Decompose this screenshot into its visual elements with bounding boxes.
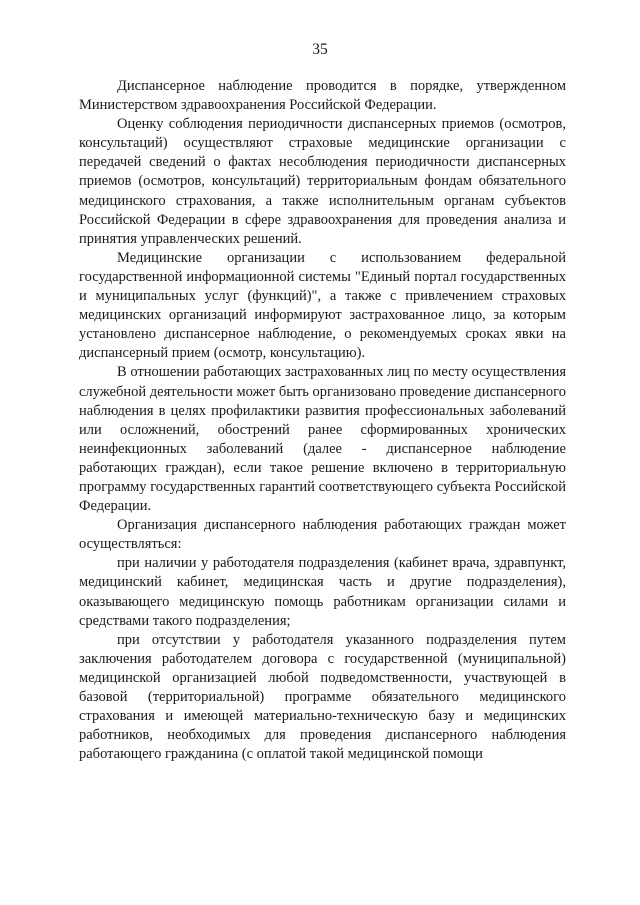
paragraph-employer-contract: при отсутствии у работодателя указанного подразделения путем заключения работодателем договора с государственной (муниципальной) медицинской организацией любой подведомственности, участвующей в базовой (территориальной) программе обязательного медицинского страхования и имеющей материально-техническую базу и медицинских работников, необходимых для проведения диспансерного наблюдения работающего гражданина (с оплатой такой медицинской помощи: [79, 631, 566, 763]
paragraph-observation-procedure: Диспансерное наблюдение проводится в порядке, утвержденном Министерством здравоохранения Российской Федерации.: [79, 78, 566, 114]
document-body: [79, 77, 566, 764]
paragraph-workplace-observation: В отношении работающих застрахованных лиц по месту осуществления служебной деятельности может быть организовано проведение диспансерного наблюдения в целях профилактики развития профессиональных заболеваний или осложнений, обострений ранее сформированных хронических неинфекционных заболеваний (далее - диспансерное наблюдение работающих граждан), если такое решение включено в территориальную программу государственных гарантий соответствующего субъекта Российской Федерации.: [79, 364, 566, 515]
page-number: 35: [312, 41, 328, 58]
paragraph-employer-unit: при наличии у работодателя подразделения (кабинет врача, здравпункт, медицинский кабинет, медицинская часть и другие подразделения), оказывающего медицинскую помощь работникам организации силами и средствами такого подразделения;: [79, 555, 566, 629]
paragraph-periodicity-assessment: Оценку соблюдения периодичности диспансерных приемов (осмотров, консультаций) осуществляют страховые медицинские организации с передачей сведений о фактах несоблюдения периодичности диспансерных приемов (осмотров, консультаций) территориальным фондам обязательного медицинского страхования, а также исполнительным органам субъектов Российской Федерации в сфере здравоохранения для проведения анализа и принятия управленческих решений.: [79, 116, 566, 247]
paragraph-patient-informing: Медицинские организации с использованием федеральной государственной информационной системы "Единый портал государственных и муниципальных услуг (функций)", а также с привлечением страховых медицинских организаций информируют застрахованное лицо, за которым установлено диспансерное наблюдение, о рекомендуемых сроках явки на диспансерный прием (осмотр, консультацию).: [79, 249, 566, 362]
paragraph-organization-intro: Организация диспансерного наблюдения работающих граждан может осуществляться:: [79, 517, 566, 553]
